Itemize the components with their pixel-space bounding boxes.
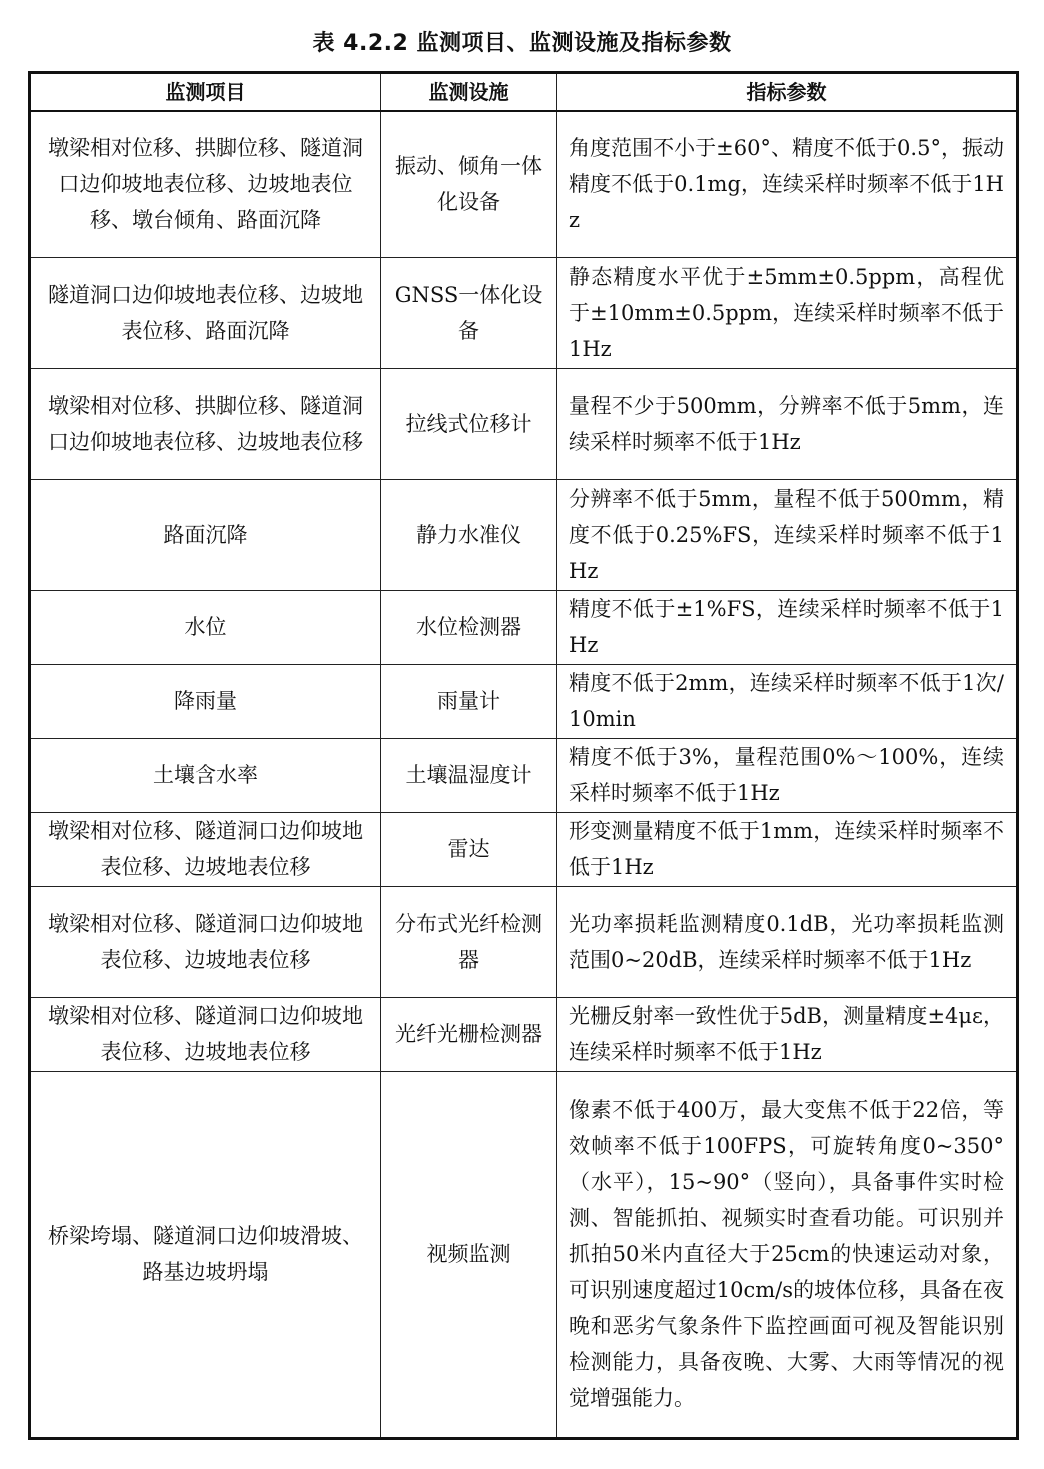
monitoring-device-cell: 视频监测 [381,1071,557,1438]
header-row [30,73,1018,112]
monitoring-item-cell: 墩梁相对位移、隧道洞口边仰坡地表位移、边坡地表位移 [30,886,381,997]
monitoring-item-cell: 墩梁相对位移、拱脚位移、隧道洞口边仰坡地表位移、边坡地表位移 [30,368,381,479]
index-parameter-cell: 精度不低于3%，量程范围0%～100%，连续采样时频率不低于1Hz [557,738,1018,812]
index-parameter-cell: 像素不低于400万，最大变焦不低于22倍，等效帧率不低于100FPS，可旋转角度0~350°（水平），15~90°（竖向），具备事件实时检测、智能抓拍、视频实时查看功能。可识别并抓拍50米内直径大于25cm的快速运动对象，可识别速度超过10cm/s的坡体位移，具备在夜晚和恶劣气象条件下监控画面可视及智能识别检测能力，具备夜晚、大雾、大雨等情况的视觉增强能力。 [557,1071,1018,1438]
index-parameter-cell: 分辨率不低于5mm，量程不低于500mm，精度不低于0.25%FS，连续采样时频率不低于1Hz [557,479,1018,590]
table-row [30,479,1018,590]
table-caption: 表 4.2.2 监测项目、监测设施及指标参数 [312,31,732,56]
header-monitoring-device: 监测设施 [381,73,557,112]
monitoring-item-cell: 隧道洞口边仰坡地表位移、边坡地表位移、路面沉降 [30,257,381,368]
monitoring-item-cell: 水位 [30,590,381,664]
monitoring-device-cell: 静力水准仪 [381,479,557,590]
index-parameter-cell: 静态精度水平优于±5mm±0.5ppm，高程优于±10mm±0.5ppm，连续采样时频率不低于1Hz [557,257,1018,368]
table-row [30,664,1018,738]
table-row [30,886,1018,997]
index-parameter-cell: 形变测量精度不低于1mm，连续采样时频率不低于1Hz [557,812,1018,886]
monitoring-item-cell: 降雨量 [30,664,381,738]
monitoring-device-cell: 分布式光纤检测器 [381,886,557,997]
table-row [30,738,1018,812]
monitoring-item-cell: 土壤含水率 [30,738,381,812]
header-index-parameters: 指标参数 [557,73,1018,112]
monitoring-item-cell: 路面沉降 [30,479,381,590]
monitoring-device-cell: 拉线式位移计 [381,368,557,479]
monitoring-item-cell: 墩梁相对位移、隧道洞口边仰坡地表位移、边坡地表位移 [30,997,381,1071]
index-parameter-cell: 精度不低于±1%FS，连续采样时频率不低于1Hz [557,590,1018,664]
table-row [30,257,1018,368]
monitoring-item-cell: 墩梁相对位移、拱脚位移、隧道洞口边仰坡地表位移、边坡地表位移、墩台倾角、路面沉降 [30,111,381,257]
table-row [30,590,1018,664]
monitoring-item-cell: 桥梁垮塌、隧道洞口边仰坡滑坡、路基边坡坍塌 [30,1071,381,1438]
table-row [30,1071,1018,1438]
index-parameter-cell: 量程不少于500mm，分辨率不低于5mm，连续采样时频率不低于1Hz [557,368,1018,479]
monitoring-device-cell: 土壤温湿度计 [381,738,557,812]
monitoring-device-cell: 雨量计 [381,664,557,738]
index-parameter-cell: 光栅反射率一致性优于5dB，测量精度±4με，连续采样时频率不低于1Hz [557,997,1018,1071]
monitoring-device-cell: 光纤光栅检测器 [381,997,557,1071]
table-row [30,111,1018,257]
table-row [30,812,1018,886]
table-row [30,368,1018,479]
monitoring-item-cell: 墩梁相对位移、隧道洞口边仰坡地表位移、边坡地表位移 [30,812,381,886]
table-row [30,997,1018,1071]
monitoring-device-cell: 水位检测器 [381,590,557,664]
monitoring-device-cell: GNSS一体化设备 [381,257,557,368]
monitoring-device-cell: 雷达 [381,812,557,886]
index-parameter-cell: 角度范围不小于±60°、精度不低于0.5°，振动精度不低于0.1mg，连续采样时频率不低于1Hz [557,111,1018,257]
index-parameter-cell: 光功率损耗监测精度0.1dB，光功率损耗监测范围0~20dB，连续采样时频率不低于1Hz [557,886,1018,997]
header-monitoring-item: 监测项目 [30,73,381,112]
monitoring-spec-table [28,71,1019,1440]
index-parameter-cell: 精度不低于2mm，连续采样时频率不低于1次/10min [557,664,1018,738]
monitoring-device-cell: 振动、倾角一体化设备 [381,111,557,257]
